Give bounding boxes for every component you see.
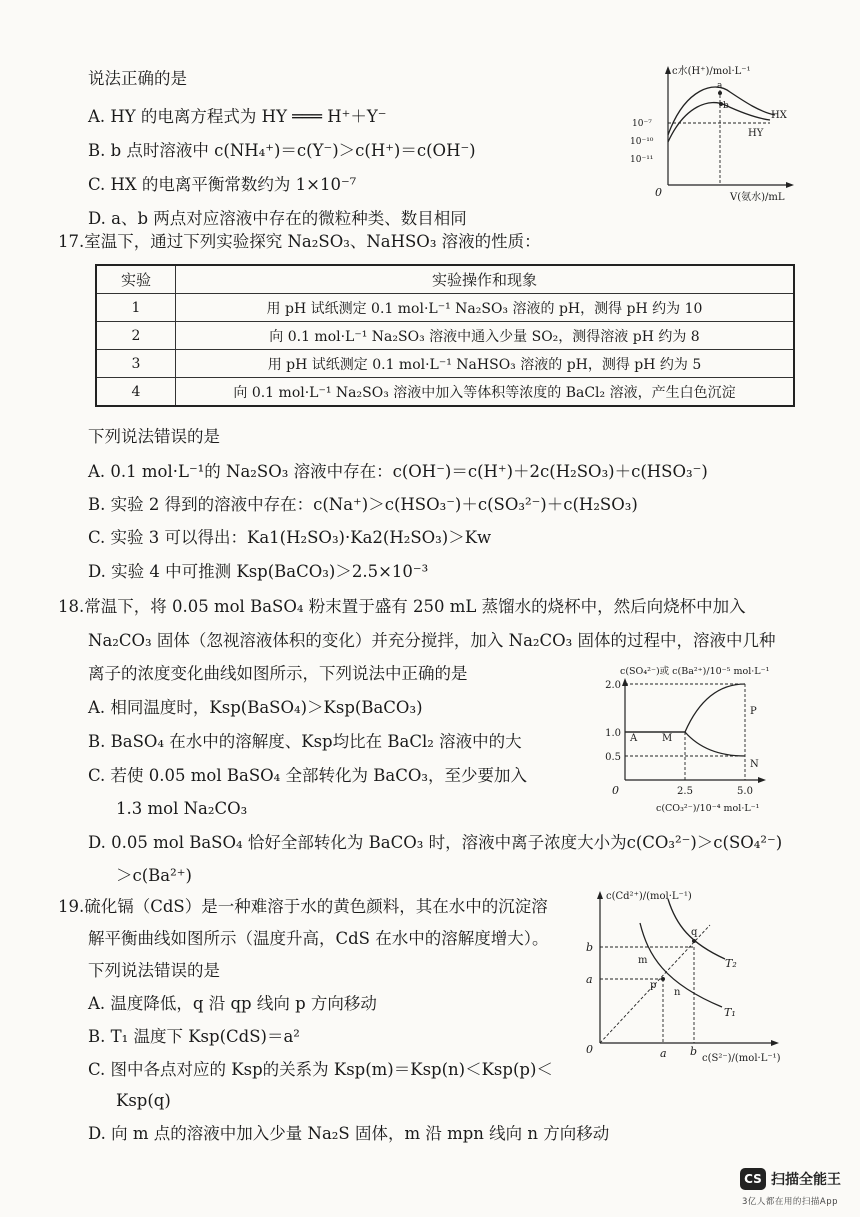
table-header-row <box>96 265 794 294</box>
q17-question: 下列说法错误的是 <box>88 427 220 446</box>
q19-ylabel: c(Cd²⁺)/(mol·L⁻¹) <box>606 891 692 902</box>
q18-option-d: D. 0.05 mol BaSO₄ 恰好全部转化为 BaCO₃ 时，溶液中离子浓度大小为c(CO₃²⁻)＞c(SO₄²⁻) <box>88 833 783 852</box>
q18-stem-line-1 <box>58 596 746 618</box>
logo-subtitle: 3亿人都在用的扫描App <box>742 1197 839 1207</box>
q18-label-N: N <box>750 759 759 770</box>
q18-label-M: M <box>662 733 673 744</box>
q19-xtick-a: a <box>660 1047 667 1060</box>
table-header-exp: 实验 <box>96 265 176 294</box>
q18-ytick-2.0: 2.0 <box>605 680 621 691</box>
q18-stem-line-2: Na₂CO₃ 固体（忽视溶液体积的变化）并充分搅拌，加入 Na₂CO₃ 固体的过程中，溶液中几种 <box>88 631 776 650</box>
q18-ytick-1.0: 1.0 <box>605 728 621 739</box>
q18-origin: 0 <box>612 784 619 797</box>
q17-option-a: A. 0.1 mol·L⁻¹的 Na₂SO₃ 溶液中存在：c(OH⁻)＝c(H⁺)＋2c(H₂SO₃)＋c(HSO₃⁻) <box>88 462 708 481</box>
table-cell-index: 4 <box>96 378 176 407</box>
q19-option-c-cont: Ksp(q) <box>116 1091 171 1110</box>
q16-xlabel: V(氨水)/mL <box>730 192 785 203</box>
q19-question: 下列说法错误的是 <box>88 961 220 980</box>
q16-ylabel: c水(H⁺)/mol·L⁻¹ <box>672 66 751 77</box>
q17-stem <box>58 231 541 253</box>
q19-option-a: A. 温度降低，q 沿 qp 线向 p 方向移动 <box>88 994 377 1013</box>
scanner-logo <box>740 1168 850 1210</box>
q16-option-d: D. a、b 两点对应溶液中存在的微粒种类、数目相同 <box>88 209 467 228</box>
table-row <box>96 322 794 350</box>
q19-stem-text: 硫化镉（CdS）是一种难溶于水的黄色颜料，其在水中的沉淀溶 <box>84 897 548 916</box>
q19-stem-line-1 <box>58 896 548 918</box>
table-row <box>96 294 794 322</box>
q18-number: 18. <box>58 597 85 616</box>
q18-series-ba-curve <box>625 684 745 732</box>
q16-option-a: A. HY 的电离方程式为 HY ═══ H⁺＋Y⁻ <box>88 107 387 126</box>
q19-label-q: q <box>691 927 698 938</box>
q16-ytick-2: 10⁻¹⁰ <box>630 137 654 147</box>
q19-chart <box>580 885 810 1070</box>
q18-option-d-cont: ＞c(Ba²⁺) <box>116 866 192 885</box>
q19-option-b: B. T₁ 温度下 Ksp(CdS)＝a² <box>88 1027 300 1046</box>
q16-label-a: a <box>717 81 723 91</box>
q16-option-b: B. b 点时溶液中 c(NH₄⁺)＝c(Y⁻)＞c(H⁺)＝c(OH⁻) <box>88 141 476 160</box>
q16-series-hy: HY <box>748 128 764 139</box>
q19-xtick-b: b <box>690 1045 698 1058</box>
q18-option-c-cont: 1.3 mol Na₂CO₃ <box>116 799 248 818</box>
q16-origin: 0 <box>655 186 662 199</box>
q16-series-hx: HX <box>771 110 787 121</box>
q18-chart <box>590 660 800 820</box>
q19-option-c: C. 图中各点对应的 Ksp的关系为 Ksp(m)＝Ksp(n)＜Ksp(p)＜ <box>88 1060 553 1079</box>
q17-number: 17. <box>58 232 85 251</box>
q19-series-t1: T₁ <box>724 1006 736 1019</box>
q16-ytick-3: 10⁻¹¹ <box>630 155 654 165</box>
q19-option-d: D. 向 m 点的溶液中加入少量 Na₂S 固体，m 沿 mpn 线向 n 方向移动 <box>88 1124 610 1143</box>
table-cell-procedure: 用 pH 试纸测定 0.1 mol·L⁻¹ NaHSO₃ 溶液的 pH，测得 pH 约为 5 <box>176 350 795 378</box>
table-row <box>96 378 794 407</box>
q18-label-P: P <box>750 706 757 717</box>
q18-xtick-5.0: 5.0 <box>737 786 753 797</box>
q16-ytick-1: 10⁻⁷ <box>632 119 652 129</box>
q16-chart <box>630 60 800 210</box>
q18-option-a: A. 相同温度时，Ksp(BaSO₄)＞Ksp(BaCO₃) <box>88 698 423 717</box>
table-cell-procedure: 向 0.1 mol·L⁻¹ Na₂SO₃ 溶液中加入等体积等浓度的 BaCl₂ 溶液，产生白色沉淀 <box>176 378 795 407</box>
q18-xlabel: c(CO₃²⁻)/10⁻⁴ mol·L⁻¹ <box>656 803 760 814</box>
q19-label-p: p <box>650 980 657 991</box>
q19-origin: 0 <box>586 1043 593 1056</box>
q19-point-q <box>692 939 696 943</box>
table-cell-index: 2 <box>96 322 176 350</box>
q18-ylabel: c(SO₄²⁻)或 c(Ba²⁺)/10⁻⁵ mol·L⁻¹ <box>620 666 770 677</box>
q19-curve-t1 <box>640 923 722 1007</box>
q19-series-t2: T₂ <box>725 957 737 970</box>
q16-option-c: C. HX 的电离平衡常数约为 1×10⁻⁷ <box>88 175 357 194</box>
table-header-procedure: 实验操作和现象 <box>176 265 795 294</box>
q18-ytick-0.5: 0.5 <box>605 752 621 763</box>
q19-stem-line-2: 解平衡曲线如图所示（温度升高，CdS 在水中的溶解度增大）。 <box>88 929 549 948</box>
q18-stem-text: 常温下，将 0.05 mol BaSO₄ 粉末置于盛有 250 mL 蒸馏水的烧杯中，然后向烧杯中加入 <box>84 597 746 616</box>
q18-option-b: B. BaSO₄ 在水中的溶解度、Ksp均比在 BaCl₂ 溶液中的大 <box>88 732 522 751</box>
table-cell-procedure: 用 pH 试纸测定 0.1 mol·L⁻¹ Na₂SO₃ 溶液的 pH，测得 pH 约为 10 <box>176 294 795 322</box>
q19-ytick-a: a <box>586 973 593 986</box>
q18-stem-line-3: 离子的浓度变化曲线如图所示，下列说法中正确的是 <box>88 664 468 683</box>
table-cell-procedure: 向 0.1 mol·L⁻¹ Na₂SO₃ 溶液中通入少量 SO₂，测得溶液 pH 约为 8 <box>176 322 795 350</box>
q19-label-n: n <box>674 987 681 998</box>
q16-stem-end: 说法正确的是 <box>88 69 187 88</box>
table-cell-index: 1 <box>96 294 176 322</box>
q17-option-b: B. 实验 2 得到的溶液中存在：c(Na⁺)＞c(HSO₃⁻)＋c(SO₃²⁻)＋c(H₂SO₃) <box>88 495 638 514</box>
table-row <box>96 350 794 378</box>
q17-option-d: D. 实验 4 中可推测 Ksp(BaCO₃)＞2.5×10⁻³ <box>88 562 429 581</box>
q19-point-p <box>661 977 665 981</box>
q18-label-A: A <box>630 733 638 744</box>
q16-label-b: b <box>723 101 729 111</box>
logo-badge: CS <box>740 1168 766 1190</box>
q18-xtick-2.5: 2.5 <box>677 786 693 797</box>
q16-point-a <box>718 91 722 95</box>
q18-option-c: C. 若使 0.05 mol BaSO₄ 全部转化为 BaCO₃，至少要加入 <box>88 766 527 785</box>
logo-name: 扫描全能王 <box>771 1172 841 1188</box>
q19-number: 19. <box>58 897 85 916</box>
q19-ytick-b: b <box>586 941 594 954</box>
q17-stem-text: 室温下，通过下列实验探究 Na₂SO₃、NaHSO₃ 溶液的性质： <box>84 232 541 251</box>
table-cell-index: 3 <box>96 350 176 378</box>
q17-option-c: C. 实验 3 可以得出：Ka1(H₂SO₃)·Ka2(H₂SO₃)＞Kw <box>88 528 492 547</box>
q19-xlabel: c(S²⁻)/(mol·L⁻¹) <box>702 1053 781 1064</box>
q17-experiment-table <box>95 264 795 407</box>
q19-label-m: m <box>638 955 648 966</box>
